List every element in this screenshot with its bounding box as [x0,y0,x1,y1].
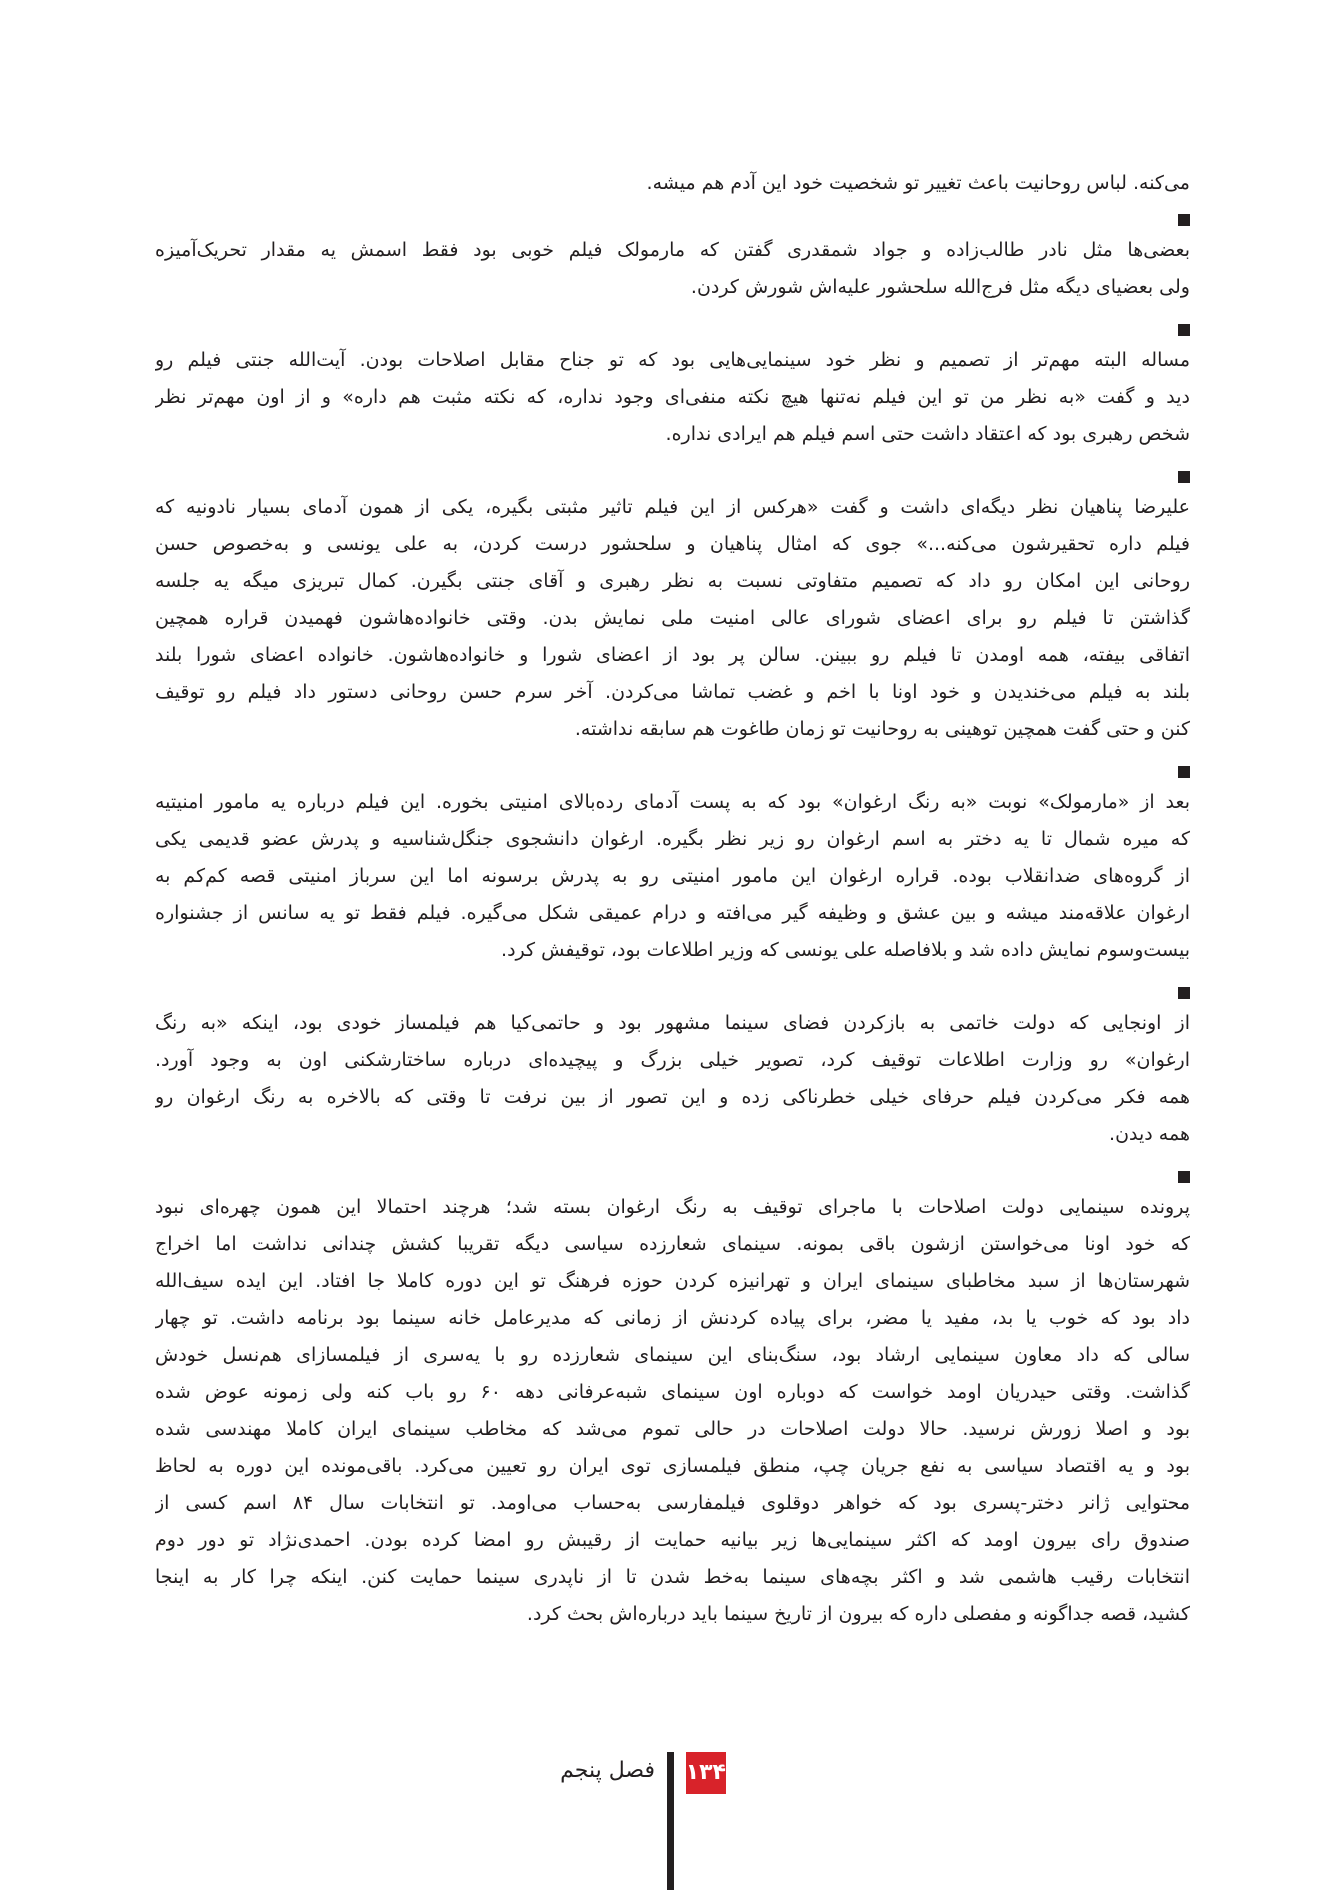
page-body [155,165,1190,1651]
paragraph [155,1171,1190,1633]
text-line: از گروه‌های ضدانقلاب بوده. قراره ارغوان این مامور امنیتی رو به پدرش برسونه اما این سرباز امنیتی قصه کم‌کم به [155,865,1190,887]
text-line: سالی که داد معاون سینمایی ارشاد بود، سنگ‌بنای این سینمای شعارزده رو با یه‌سری از فیلمسازای هم‌نسل خودش [155,1344,1190,1366]
paragraph [155,471,1190,748]
text-line: ولی بعضیای دیگه مثل فرج‌الله سلحشور علیه‌اش شورش کردن. [690,276,1190,298]
text-line: شخص رهبری بود که اعتقاد داشت حتی اسم فیلم هم ایرادی نداره. [665,423,1190,445]
text-line: همه فکر می‌کردن فیلم حرفای خیلی خطرناکی زده و این تصور از بین نرفت تا وقتی که بالاخره به رنگ ارغوان رو [155,1086,1190,1108]
page-number: ۱۳۴ [686,1752,726,1794]
text-line: شهرستان‌ها از سبد مخاطبای سینمای ایران و تهرانیزه کردن حوزه فرهنگ تو این دوره کاملا جا افتاد. این ایده سیف‌الله [155,1270,1190,1292]
text-line: محتوایی ژانر دختر-پسری بود که خواهر دوقلوی فیلمفارسی به‌حساب می‌اومد. تو انتخابات سال ۸۴ اسم کسی از [155,1492,1190,1514]
square-bullet-icon [1178,214,1190,226]
text-line: انتخابات رقیب هاشمی شد و اکثر بچه‌های سینما به‌خط شدن تا از ناپدری سینما حمایت کنن. اینکه چرا کار به اینجا [155,1566,1190,1588]
text-line: پرونده سینمایی دولت اصلاحات با ماجرای توقیف به رنگ ارغوان بسته شد؛ هرچند احتمالا این همون چهره‌ای نبود [155,1196,1190,1218]
text-line: که میره شمال تا یه دختر به اسم ارغوان رو زیر نظر بگیره. ارغوان دانشجوی جنگل‌شناسیه و پدرش عضو قدیمی یکی [155,828,1190,850]
text-line: گذاشت. وقتی حیدریان اومد خواست که دوباره اون سینمای شبه‌عرفانی دهه ۶۰ رو باب کنه ولی زمونه عوض شده [155,1381,1190,1403]
text-line: از اونجایی که دولت خاتمی به بازکردن فضای سینما مشهور بود و حاتمی‌کیا هم فیلمساز خودی بود، اینکه «به رنگ [155,1012,1190,1034]
paragraph [155,324,1190,453]
paragraph-list [155,214,1190,1633]
square-bullet-icon [1178,987,1190,999]
square-bullet-icon [1178,471,1190,483]
paragraph [155,766,1190,969]
text-line: همه دیدن. [1109,1123,1190,1145]
square-bullet-icon [1178,1171,1190,1183]
text-line: ارغوان علاقه‌مند میشه و بین عشق و وظیفه گیر می‌افته و درام عمیقی شکل می‌گیره. فیلم فقط تو یه سانس از جشنواره [155,902,1190,924]
footer-divider [667,1752,674,1890]
square-bullet-icon [1178,766,1190,778]
text-line: بیست‌وسوم نمایش داده شد و بلافاصله علی یونسی که وزیر اطلاعات بود، توقیفش کرد. [501,939,1190,961]
text-line: فیلم داره تحقیرشون می‌کنه...» جوی که امثال پناهیان و سلحشور درست کردن، به علی یونسی و به‌خصوص حسن [155,533,1190,555]
paragraph [155,987,1190,1153]
text-line: داد بود که خوب یا بد، مفید یا مضر، برای پیاده کردنش از زمانی که مدیرعامل خانه سینما بود برنامه داشت. تو چهار [155,1307,1190,1329]
text-line: روحانی این امکان رو داد که تصمیم متفاوتی نسبت به نظر رهبری و آقای جنتی بگیرن. کمال تبریزی میگه یه جلسه [155,570,1190,592]
intro-text [155,165,1190,202]
text-line: که خود اونا می‌خواستن ازشون باقی بمونه. سینمای شعارزده سیاسی دیگه تقریبا کشش چندانی نداشت اما اخراج [155,1233,1190,1255]
text-line: می‌کنه. لباس روحانیت باعث تغییر تو شخصیت خود این آدم هم میشه. [646,172,1190,194]
text-line: علیرضا پناهیان نظر دیگه‌ای داشت و گفت «هرکس از این فیلم تاثیر مثبتی بگیره، یکی از همون آدمای بسیار نادونیه که [155,496,1190,518]
text-line: کشید، قصه جداگونه و مفصلی داره که بیرون از تاریخ سینما باید درباره‌اش بحث کرد. [526,1603,1190,1625]
text-line: مساله البته مهم‌تر از تصمیم و نظر خود سینمایی‌هایی بود که تو جناح مقابل اصلاحات بودن. آیت‌الله جنتی فیلم رو [155,349,1190,371]
text-line: بود و اصلا زورش نرسید. حالا دولت اصلاحات در حالی تموم می‌شد که مخاطب سینمای ایران کاملا مهندسی شده [155,1418,1190,1440]
text-line: بعضی‌ها مثل نادر طالب‌زاده و جواد شمقدری گفتن که مارمولک فیلم خوبی بود فقط اسمش یه مقدار تحریک‌آمیزه [155,239,1190,261]
text-line: بلند به فیلم می‌خندیدن و خود اونا با اخم و غضب تماشا می‌کردن. آخر سرم حسن روحانی دستور داد فیلم رو توقیف [155,681,1190,703]
text-line: اتفاقی بیفته، همه اومدن تا فیلم رو ببینن. سالن پر بود از اعضای شورا و خانواده‌هاشون. خانواده اعضای شورا بلند [155,644,1190,666]
chapter-title: فصل پنجم [560,1758,655,1783]
text-line: بعد از «مارمولک» نوبت «به رنگ ارغوان» بود که به پست آدمای رده‌بالای امنیتی بخوره. این فیلم درباره یه مامور امنیتیه [155,791,1190,813]
text-line: ارغوان» رو وزارت اطلاعات توقیف کرد، تصویر خیلی بزرگ و پیچیده‌ای درباره ساختارشکنی اون به وجود آورد. [155,1049,1190,1071]
text-line: بود و یه اقتصاد سیاسی به نفع جریان چپ، منطق فیلمسازی توی ایران رو تعیین می‌کرد. باقی‌مونده این دوره به لحاظ [155,1455,1190,1477]
text-line: کنن و حتی گفت همچین توهینی به روحانیت تو زمان طاغوت هم سابقه نداشته. [574,718,1190,740]
text-line: دید و گفت «به نظر من تو این فیلم نه‌تنها هیچ نکته منفی‌ای وجود نداره، که نکته مثبت هم داره» و از اون مهم‌تر نظر [155,386,1190,408]
paragraph [155,214,1190,306]
text-line: گذاشتن تا فیلم رو برای اعضای شورای عالی امنیت ملی نمایش بدن. وقتی خانواده‌هاشون فهمیدن قراره همچین [155,607,1190,629]
square-bullet-icon [1178,324,1190,336]
text-line: صندوق رای بیرون اومد که اکثر سینمایی‌ها زیر بیانیه حمایت از رقیبش رو امضا کرده بودن. احمدی‌نژاد تو دور دوم [155,1529,1190,1551]
